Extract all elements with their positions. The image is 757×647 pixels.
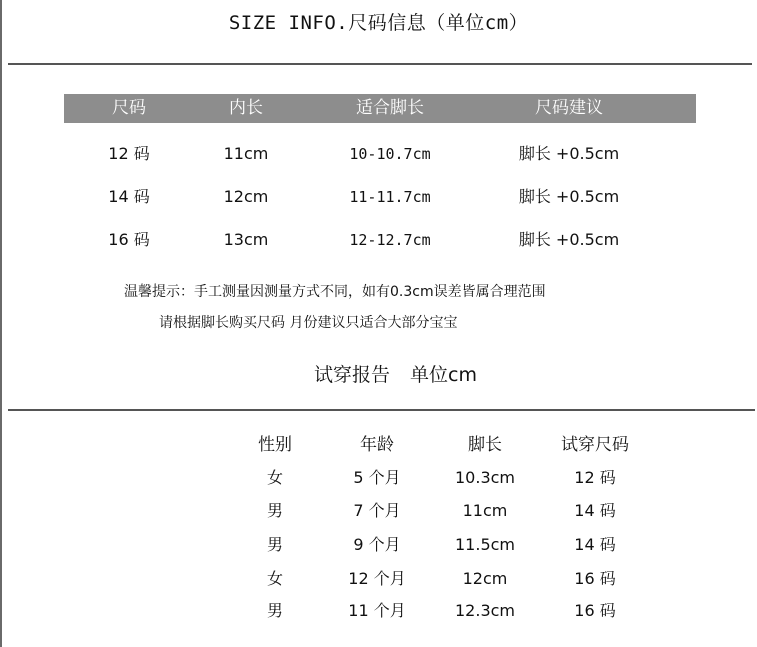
- trial-cell: 14 码: [574, 501, 616, 520]
- size-cell: 脚长 +0.5cm: [518, 187, 620, 206]
- size-table-row: [64, 185, 696, 209]
- trial-header-cell: 年龄: [360, 435, 394, 455]
- trial-cell: 12 个月: [348, 569, 406, 588]
- trial-cell: 11.5cm: [454, 535, 516, 554]
- size-cell: 11cm: [223, 144, 269, 163]
- size-cell: 脚长 +0.5cm: [518, 230, 620, 249]
- size-cell: 16 码: [108, 230, 150, 249]
- trial-cell: 14 码: [574, 535, 616, 554]
- trial-cell: 10.3cm: [454, 468, 516, 487]
- size-cell: 10-10.7cm: [349, 145, 431, 163]
- trial-table-row: [230, 532, 650, 558]
- trial-header-cell: 性别: [258, 435, 292, 455]
- size-cell: 13cm: [223, 230, 269, 249]
- purchase-note: 请根据脚长购买尺码 月份建议只适合大部分宝宝: [159, 315, 458, 331]
- size-cell: 11-11.7cm: [349, 188, 431, 206]
- trial-cell: 男: [266, 601, 284, 620]
- trial-header-cell: 试穿尺码: [561, 435, 629, 455]
- divider-top: [8, 63, 752, 65]
- page-title: SIZE INFO.尺码信息（单位cm）: [228, 12, 529, 34]
- trial-table-row: [230, 566, 650, 592]
- size-table-row: [64, 228, 696, 252]
- trial-cell: 男: [266, 535, 284, 554]
- trial-header-cell: 脚长: [468, 435, 502, 455]
- size-header-cell: 尺码建议: [535, 98, 603, 118]
- trial-cell: 16 码: [574, 601, 616, 620]
- size-cell: 12-12.7cm: [349, 231, 431, 249]
- size-table-row: [64, 142, 696, 166]
- trial-cell: 16 码: [574, 569, 616, 588]
- trial-cell: 9 个月: [353, 535, 401, 554]
- size-cell: 脚长 +0.5cm: [518, 144, 620, 163]
- report-title-label: 试穿报告: [314, 364, 391, 386]
- report-title: [314, 360, 477, 387]
- size-cell: 12cm: [223, 187, 269, 206]
- trial-cell: 11 个月: [348, 601, 406, 620]
- trial-cell: 女: [266, 468, 284, 487]
- trial-table-header: [230, 432, 650, 458]
- trial-cell: 女: [266, 569, 284, 588]
- left-border: [0, 0, 2, 647]
- size-cell: 12 码: [108, 144, 150, 163]
- size-cell: 14 码: [108, 187, 150, 206]
- size-table-header: [64, 94, 696, 123]
- trial-cell: 12 码: [574, 468, 616, 487]
- trial-table-row: [230, 598, 650, 624]
- trial-cell: 男: [266, 501, 284, 520]
- trial-table-row: [230, 465, 650, 491]
- size-header-cell: 适合脚长: [356, 98, 424, 118]
- trial-cell: 12.3cm: [454, 601, 516, 620]
- trial-cell: 11cm: [462, 501, 508, 520]
- trial-table-row: [230, 498, 650, 524]
- trial-cell: 5 个月: [353, 468, 401, 487]
- trial-cell: 7 个月: [353, 501, 401, 520]
- report-unit: 单位cm: [410, 364, 477, 386]
- tip-note: 温馨提示：手工测量因测量方式不同，如有0.3cm误差皆属合理范围: [124, 284, 546, 300]
- size-header-cell: 尺码: [112, 98, 146, 118]
- divider-bottom: [8, 409, 755, 411]
- trial-cell: 12cm: [462, 569, 508, 588]
- size-header-cell: 内长: [229, 98, 263, 118]
